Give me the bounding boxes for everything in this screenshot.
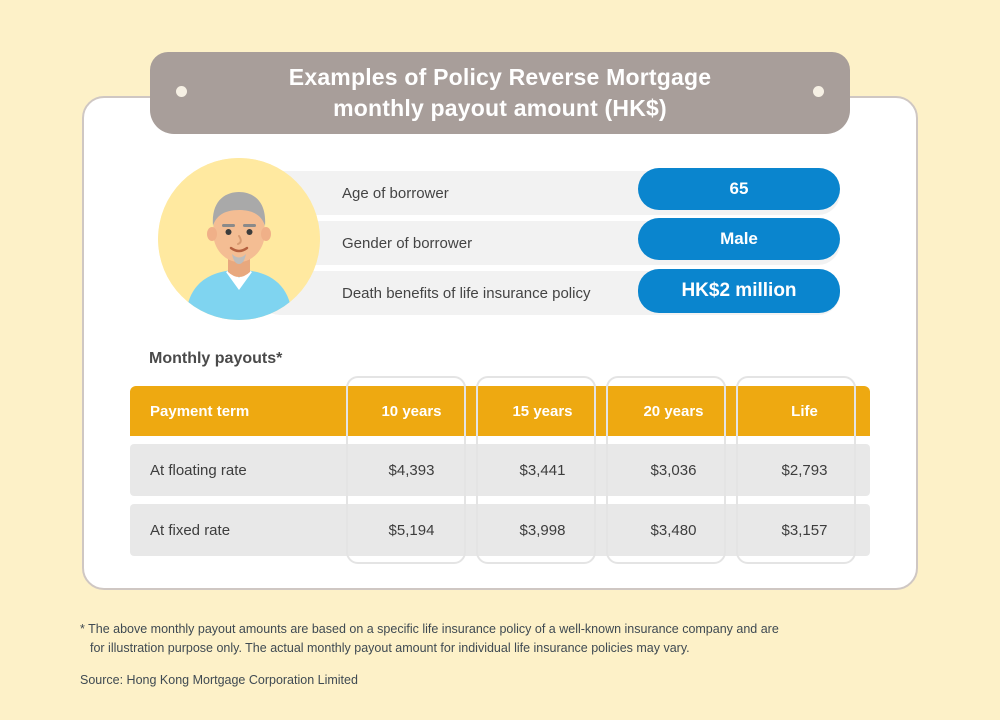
footnote-line1: * The above monthly payout amounts are based on a specific life insurance policy of a well-known insurance company and are [80,622,779,636]
column-header-payment-term: Payment term [150,402,250,420]
profile-rows [258,168,840,318]
cell-floating-10-years: $4,393 [388,461,435,479]
cell-fixed-life: $3,157 [781,521,828,539]
profile-label-gender: Gender of borrower [342,234,473,252]
table-header-row [130,386,870,436]
borrower-portrait-icon [158,158,320,320]
screw-left-icon [176,86,187,97]
header-plaque [150,52,850,134]
column-header-20-years: 20 years [643,402,704,420]
page-title-line1: Examples of Policy Reverse Mortgage [288,63,712,90]
screw-right-icon [813,86,824,97]
cell-fixed-15-years: $3,998 [519,521,566,539]
payouts-table [130,386,870,556]
cell-fixed-20-years: $3,480 [650,521,697,539]
profile-value-gender: Male [638,218,840,260]
cell-floating-life: $2,793 [781,461,828,479]
page-title-line2: monthly payout amount (HK$) [333,95,667,121]
profile-label-death-benefits: Death benefits of life insurance policy [342,284,591,302]
row-label-floating-rate: At floating rate [150,461,247,479]
profile-row-age [258,168,840,218]
profile-value-death-benefits: HK$2 million [638,269,840,313]
profile-row-gender [258,218,840,268]
column-header-10-years: 10 years [381,402,442,420]
profile-value-age: 65 [638,168,840,210]
row-label-fixed-rate: At fixed rate [150,521,231,539]
avatar [158,158,320,320]
footnote-line2: for illustration purpose only. The actual monthly payout amount for individual life insurance policies may vary. [90,641,690,656]
cell-fixed-10-years: $5,194 [388,521,435,539]
cell-floating-20-years: $3,036 [650,461,697,479]
profile-row-death-benefits [258,268,840,318]
table-row [130,504,870,556]
section-title-monthly-payouts: Monthly payouts* [149,350,283,367]
page-title [219,62,781,124]
column-header-life: Life [791,402,818,420]
table-row [130,444,870,496]
profile-label-age: Age of borrower [342,184,449,202]
source-line: Source: Hong Kong Mortgage Corporation Limited [80,673,358,687]
cell-floating-15-years: $3,441 [519,461,566,479]
footnote [80,620,925,659]
column-header-15-years: 15 years [512,402,573,420]
